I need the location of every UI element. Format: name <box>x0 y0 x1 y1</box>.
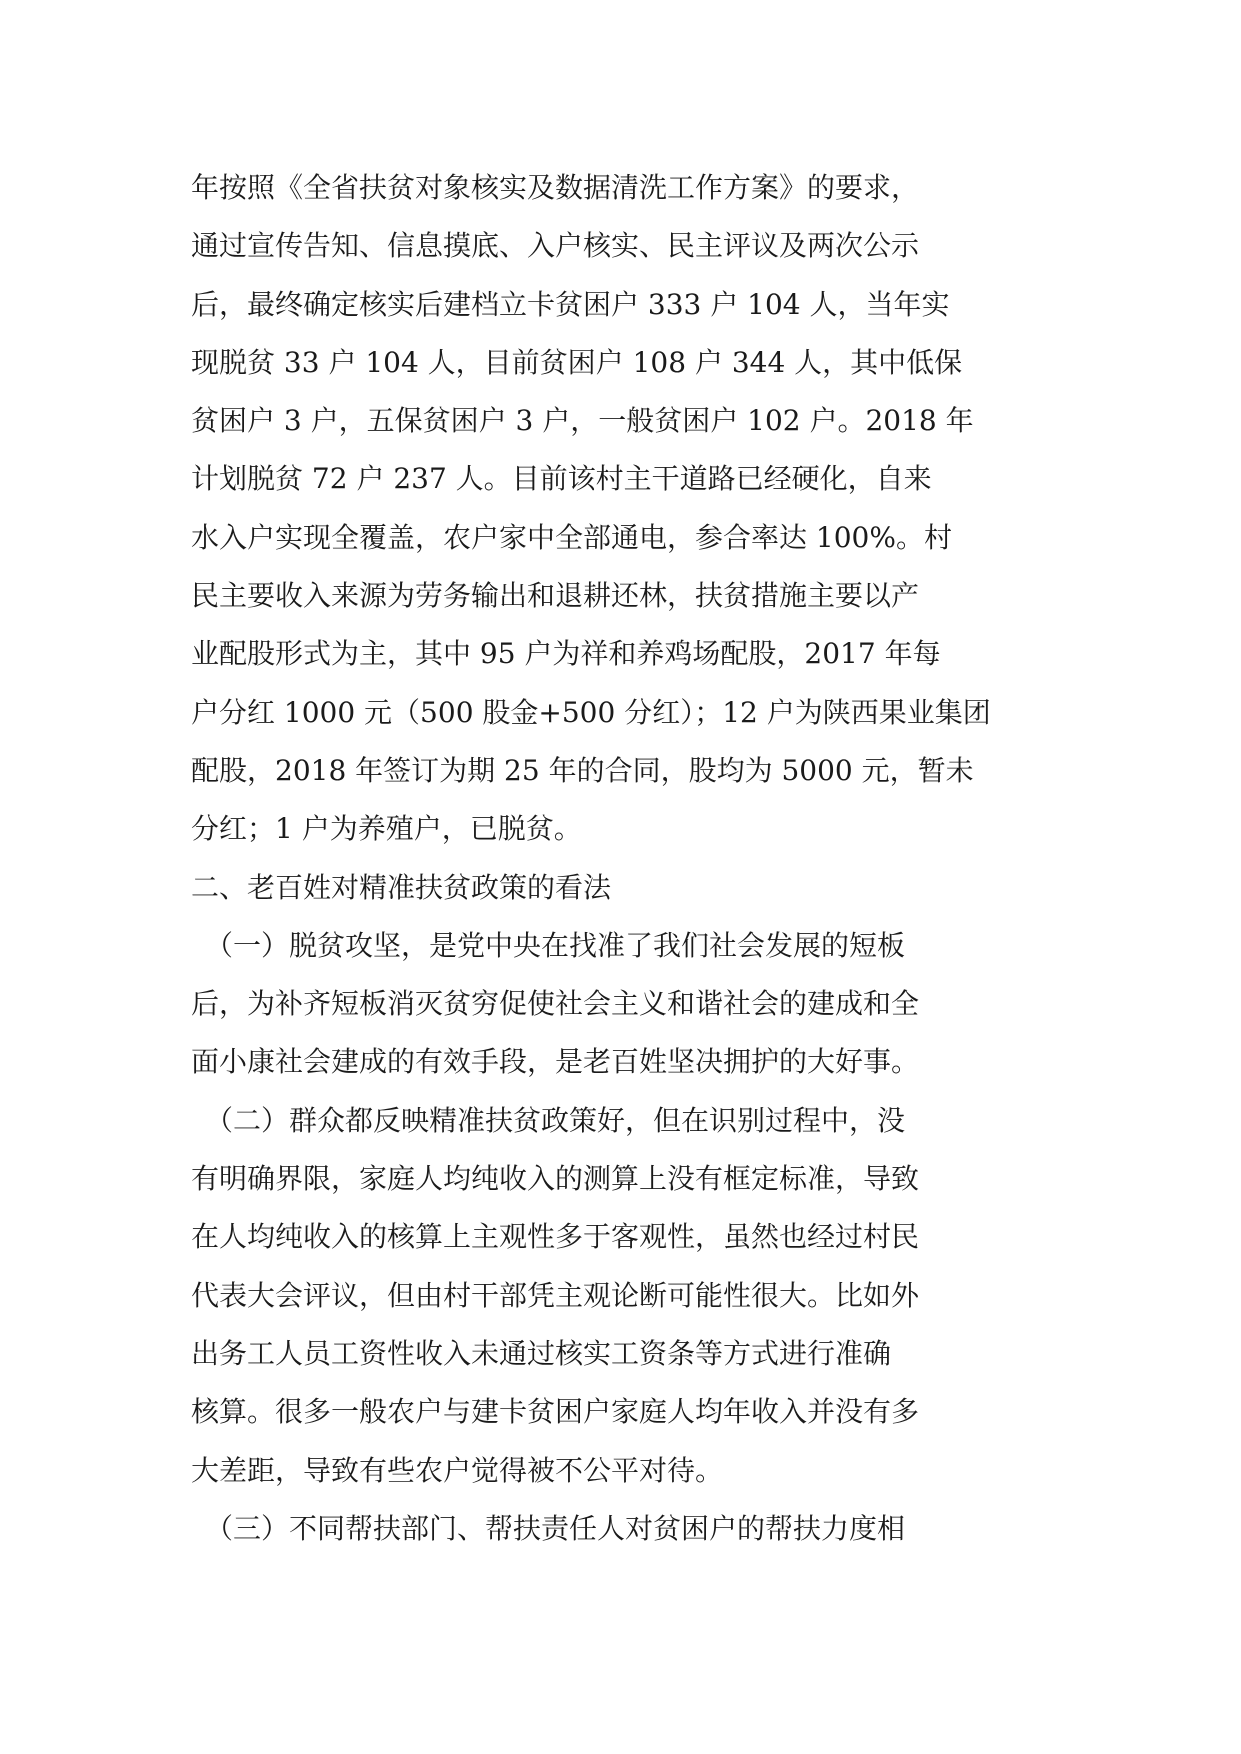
text-line: 年按照《全省扶贫对象核实及数据清洗工作方案》的要求， <box>191 171 920 204</box>
section-heading: 二、老百姓对精准扶贫政策的看法 <box>191 870 612 904</box>
text-line: 水入户实现全覆盖，农户家中全部通电，参合率达 100%。村 <box>191 520 952 554</box>
text-line: 面小康社会建成的有效手段，是老百姓坚决拥护的大好事。 <box>191 1045 920 1079</box>
paragraph-start-line: （一）脱贫攻坚，是党中央在找准了我们社会发展的短板 <box>205 928 906 962</box>
text-line: 出务工人员工资性收入未通过核实工资条等方式进行准确 <box>191 1336 892 1370</box>
text-line: 现脱贫 33 户 104 人，目前贫困户 108 户 344 人，其中低保 <box>191 345 963 379</box>
text-line: 核算。很多一般农户与建卡贫困户家庭人均年收入并没有多 <box>191 1395 920 1429</box>
text-line: 配股，2018 年签订为期 25 年的合同，股均为 5000 元，暂未 <box>191 753 974 787</box>
body-text <box>191 159 1061 1558</box>
text-line: 计划脱贫 72 户 237 人。目前该村主干道路已经硬化，自来 <box>191 462 932 496</box>
text-line: 业配股形式为主，其中 95 户为祥和养鸡场配股，2017 年每 <box>191 637 941 671</box>
text-line: 分红；1 户为养殖户，已脱贫。 <box>191 812 582 846</box>
text-line: 有明确界限，家庭人均纯收入的测算上没有框定标准，导致 <box>191 1162 920 1196</box>
text-line: 代表大会评议，但由村干部凭主观论断可能性很大。比如外 <box>191 1278 920 1312</box>
text-line: 在人均纯收入的核算上主观性多于客观性，虽然也经过村民 <box>191 1220 920 1254</box>
text-line: 大差距，导致有些农户觉得被不公平对待。 <box>191 1453 724 1487</box>
paragraph-start-line: （三）不同帮扶部门、帮扶责任人对贫困户的帮扶力度相 <box>205 1511 906 1545</box>
text-line: 户分红 1000 元（500 股金+500 分红）；12 户为陕西果业集团 <box>191 695 991 729</box>
paragraph-start-line: （二）群众都反映精准扶贫政策好，但在识别过程中，没 <box>205 1103 906 1137</box>
text-line: 通过宣传告知、信息摸底、入户核实、民主评议及两次公示 <box>191 229 920 263</box>
text-line: 后，最终确定核实后建档立卡贫困户 333 户 104 人，当年实 <box>191 287 950 321</box>
text-line: 后，为补齐短板消灭贫穷促使社会主义和谐社会的建成和全 <box>191 987 920 1021</box>
text-line: 贫困户 3 户，五保贫困户 3 户，一般贫困户 102 户。2018 年 <box>191 404 974 438</box>
text-line: 民主要收入来源为劳务输出和退耕还林，扶贫措施主要以产 <box>191 579 920 613</box>
